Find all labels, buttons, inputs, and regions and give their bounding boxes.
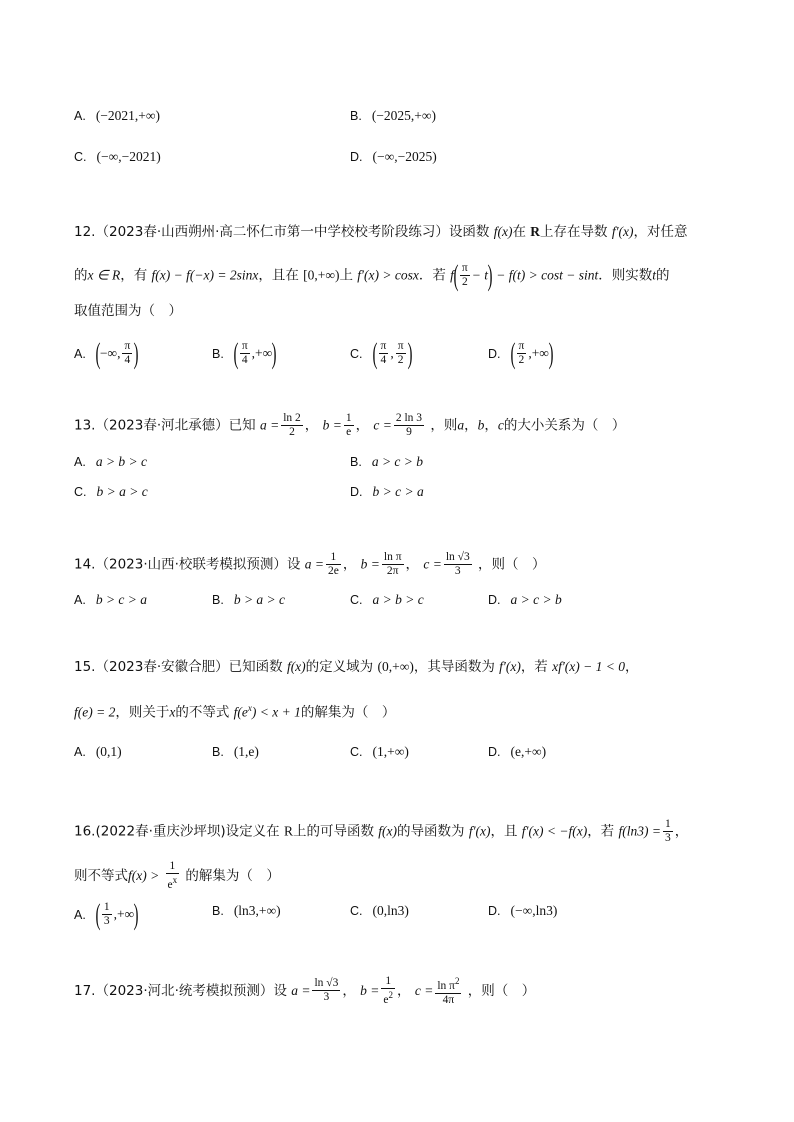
q16-line-2: 则不等式f(x) > $\frac{1}{e^x}$ 的解集为（ ） — [74, 860, 280, 891]
q12-option-b: B. ( $\frac{\pi}{4}$ ,+∞) — [212, 336, 277, 370]
q13-option-c: C. b > a > c — [74, 484, 148, 499]
q12-option-d: D. ( $\frac{\pi}{2}$ ,+∞) — [488, 336, 554, 370]
q16-option-c: C. (0,ln3) — [350, 903, 409, 918]
q16-option-b: B. (ln3,+∞) — [212, 903, 281, 918]
q12-line-2: 的x ∈ R，有 f(x) − f(−x) = 2sinx，且在 [0,+∞)上 f′(x) > cosx．若 f( $\frac{\pi}{2}$ − t) − f(t) > cost − sint．则实数t的 — [74, 258, 670, 292]
q15-option-a: A. (0,1) — [74, 744, 122, 759]
q11-option-a: A. (−2021,+∞) — [74, 108, 161, 123]
q11-option-b: B. (−2025,+∞) — [350, 108, 437, 123]
q16-option-d: D. (−∞,ln3) — [488, 903, 558, 918]
q14-option-b: B. b > a > c — [212, 592, 286, 607]
q15-option-c: C. (1,+∞) — [350, 744, 409, 759]
q12-option-a: A. (−∞, $\frac{\pi}{4}$ ) — [74, 336, 139, 370]
q13-line-1: 13.（2023春·河北承德）已知 a = $\frac{\ln 2}{2}$ ， b = $\frac{1}{e}$ ， c = $\frac{2 \ln 3}{9}$ ，则a，b，c的大小关系为（ ） — [74, 412, 626, 438]
q11-option-d: D. (−∞,−2025) — [350, 149, 437, 164]
q13-option-a: A. a > b > c — [74, 454, 148, 469]
q13-option-d: D. b > c > a — [350, 484, 424, 499]
q16-option-a: A. ( $\frac{1}{3}$ ,+∞) — [74, 897, 139, 931]
q14-option-c: C. a > b > c — [350, 592, 424, 607]
q13-option-b: B. a > c > b — [350, 454, 424, 469]
q11-option-c: C. (−∞,−2021) — [74, 149, 161, 164]
q14-option-d: D. a > c > b — [488, 592, 562, 607]
q14-line-1: 14.（2023·山西·校联考模拟预测）设 a = $\frac{1}{2e}$ ， b = $\frac{\text{ln π}}{2\pi}$ ， c = $\frac{\ln √3}{3}$ ，则（ ） — [74, 551, 546, 577]
q14-option-a: A. b > c > a — [74, 592, 148, 607]
q17-line-1: 17.（2023·河北·统考模拟预测）设 a = $\frac{\ln √3}{3}$ ， b = $\frac{1}{e^2}$ ， c = $\frac{\ln \pi^2}{4\pi}$ ，则（ ） — [74, 975, 536, 1006]
q12-option-c: C. ( $\frac{\pi}{4}$ , $\frac{\pi}{2}$ ) — [350, 336, 412, 370]
q15-line-2: f(e) = 2，则关于x的不等式 $f(e^x) < x + 1$的解集为（ ） — [74, 703, 396, 721]
q15-option-d: D. (e,+∞) — [488, 744, 547, 759]
q12-line-3: 取值范围为（ ） — [74, 303, 182, 319]
q15-option-b: B. (1,e) — [212, 744, 259, 759]
q16-line-1: 16.(2022春·重庆沙坪坝)设定义在 R上的可导函数 f(x)的导函数为 f′(x)，且 f′(x) < −f(x)，若 f(ln3) = $\frac{1}{3}$ ， — [74, 818, 689, 844]
q12-line-1: 12.（2023春·山西朔州·高二怀仁市第一中学校校考阶段练习）设函数 f(x)在 R上存在导数 f′(x)，对任意 — [74, 224, 688, 240]
q15-line-1: 15.（2023春·安徽合肥）已知函数 f(x)的定义域为 (0,+∞)，其导函数为 f′(x)，若 xf′(x) − 1 < 0， — [74, 659, 639, 675]
